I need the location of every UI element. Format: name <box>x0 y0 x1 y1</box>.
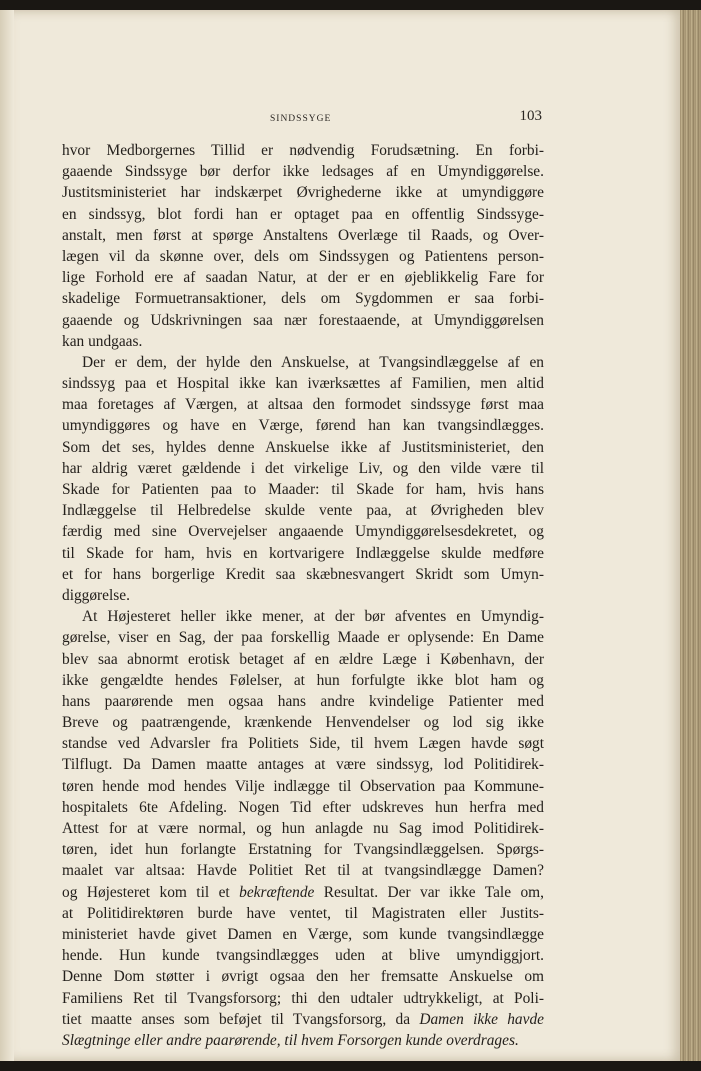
text-line: skadelige Formuetransaktioner, dels om Sygdommen er saa forbi- <box>62 290 544 308</box>
text-line: sindssyg paa et Hospital ikke kan iværksættes af Familien, men altid <box>62 375 544 393</box>
text-line: gaaende Sindssyge bør derfor ikke ledsages af en Umyndiggørelse. <box>62 163 544 181</box>
text-line: maa foretages af Værgen, at altsaa den formodet sindssyge først maa <box>62 396 544 414</box>
text-line: anstalt, men først at spørge Anstaltens Overlæge til Raads, og Over- <box>62 226 544 244</box>
text-line-mixed <box>62 1009 544 1030</box>
text-line: Skade for Patienten paa to Maader: til Skade for ham, hvis hans <box>62 481 544 498</box>
text-line: Justitsministeriet har indskærpet Øvrighederne ikke at umyndiggøre <box>62 184 544 202</box>
text-line: Indlæggelse til Helbredelse skulde vente paa, at Øvrigheden blev <box>62 502 544 520</box>
text-fragment: Resultat. Der var ikke Tale om, <box>323 883 544 901</box>
text-line-italic: Slægtninge eller andre paarørende, til hvem Forsorgen kunde overdrages. <box>62 1031 519 1049</box>
text-line: færdig med sine Overvejelser angaaende Umyndiggørelsesdekretet, og <box>62 523 544 541</box>
text-line: lige Forhold ere af saadan Natur, at der er en øjeblikkelig Fare for <box>62 269 544 287</box>
italic-text: bekræftende <box>239 883 315 901</box>
text-line: At Højesteret heller ikke mener, at der bør afventes en Umyndig- <box>82 608 544 626</box>
book-page <box>0 10 680 1061</box>
text-line: Som det ses, hyldes denne Anskuelse ikke af Justitsministeriet, den <box>62 438 544 456</box>
text-line: Tilflugt. Da Damen maatte antages at være sindssyg, lod Politidirek- <box>62 756 544 774</box>
body-text <box>62 140 544 1051</box>
text-line: umyndiggøres og have en Værge, førend han kan tvangsindlægges. <box>62 417 544 435</box>
text-line: tøren hende mod hendes Vilje indlægge til Observation paa Kommune- <box>62 777 544 795</box>
page-edges <box>680 10 701 1061</box>
text-line: hvor Medborgernes Tillid er nødvendig Forudsætning. En forbi- <box>62 142 544 159</box>
text-line: et for hans borgerlige Kredit saa skæbnesvangert Skridt som Umyn- <box>62 565 544 583</box>
text-line: maalet var altsaa: Havde Politiet Ret til at tvangsindlægge Damen? <box>62 862 544 880</box>
page-number: 103 <box>519 108 542 124</box>
text-line-mixed <box>62 882 544 903</box>
text-line: Familiens Ret til Tvangsforsorg; thi den udtaler udtrykkeligt, at Poli- <box>62 989 544 1007</box>
text-line: Der er dem, der hylde den Anskuelse, at Tvangsindlæggelse af en <box>82 353 544 371</box>
text-line: gaaende og Udskrivningen saa nær forestaaende, at Umyndiggørelsen <box>62 311 544 329</box>
text-line: kan undgaas. <box>62 332 143 350</box>
text-fragment: og Højesteret kom til et <box>62 883 230 901</box>
page-gutter <box>0 10 14 1061</box>
text-line: har aldrig været gældende i det virkelige Liv, og den vilde være til <box>62 459 544 477</box>
text-line: blev saa abnormt erotisk betaget af en ældre Læge i København, der <box>62 650 544 668</box>
text-line: til Skade for ham, hvis en kortvarigere Indlæggelse skulde medføre <box>62 544 544 562</box>
page-header <box>62 108 544 128</box>
text-line: gørelse, viser en Sag, der paa forskellig Maade er oplysende: En Dame <box>62 629 544 647</box>
text-line: ministeriet havde givet Damen en Værge, som kunde tvangsindlægge <box>62 925 544 943</box>
text-line: Denne Dom støtter i øvrigt ogsaa den her fremsatte Anskuelse om <box>62 968 544 986</box>
text-line: Breve og paatrængende, krænkende Henvendelser og lod sig ikke <box>62 714 544 732</box>
text-line: tøren, idet hun forlangte Erstatning for Tvangsindlæggelsen. Spørgs- <box>62 841 544 859</box>
text-line: hans paarørende men ogsaa hans andre kvindelige Patienter med <box>62 692 544 710</box>
text-line: standse ved Advarsler fra Politiets Side, til hvem Lægen havde søgt <box>62 735 544 753</box>
text-fragment: tiet maatte anses som beføjet til Tvangsforsorg, da <box>62 1010 411 1028</box>
text-line: Attest for at være normal, og hun anlagde nu Sag imod Politidirek- <box>62 820 544 837</box>
text-line: lægen vil da skønne over, dels om Sindssygen og Patientens person- <box>62 247 544 265</box>
text-line: hende. Hun kunde tvangsindlægges uden at blive umyndiggjort. <box>62 947 544 965</box>
italic-text: Damen ikke havde <box>419 1010 544 1028</box>
text-line: diggørelse. <box>62 586 130 604</box>
text-line: en sindssyg, blot fordi han er optaget paa en offentlig Sindssyge- <box>62 205 544 223</box>
text-line: ikke gengældte hendes Følelser, at hun forfulgte ikke blot ham og <box>62 671 544 689</box>
running-head: SINDSSYGE <box>270 114 332 124</box>
text-line: at Politidirektøren burde have ventet, til Magistraten eller Justits- <box>62 904 544 922</box>
text-line: hospitalets 6te Afdeling. Nogen Tid efter udskreves hun herfra med <box>62 798 544 816</box>
